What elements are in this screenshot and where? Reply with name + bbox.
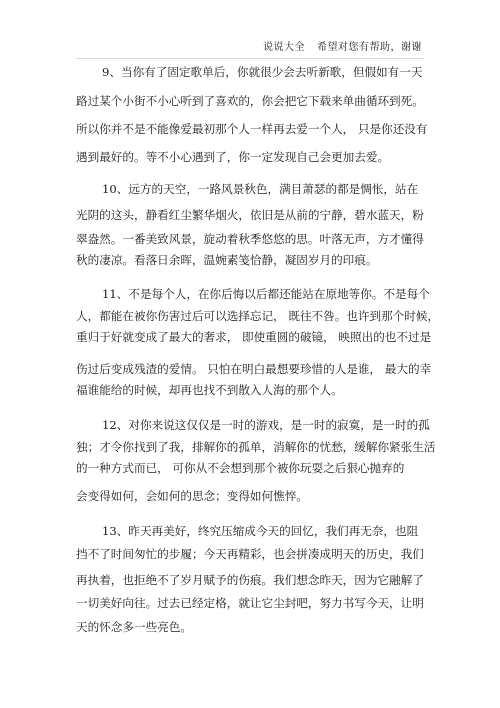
- header-right-text: 希望对您有帮助，谢谢: [317, 42, 422, 53]
- paragraph-line: 重归于好就变成了最大的奢求， 即使重圆的破镜， 映照出的也不过是: [76, 330, 432, 344]
- paragraph-line: 翠盎然。一番美致风景，旋动着秋季悠悠的思。叶落无声，方才懂得: [76, 232, 424, 246]
- paragraph-line: 遇到最好的。等不小心遇到了，你一定发现自己会更加去爱。: [76, 150, 390, 164]
- paragraph-line: 11、不是每个人，在你后悔以后都还能站在原地等你。不是每个: [102, 287, 430, 301]
- paragraph-line: 的一种方式而已， 可你从不会想到那个被你玩耍之后狠心抛弃的: [76, 461, 405, 475]
- paragraph-line: 独；才令你找到了我，排解你的孤单，消解你的忧愁，缓解你紧张生活: [76, 440, 436, 454]
- paragraph-line: 路过某个小街不小心听到了喜欢的，你会把它下载来单曲循环到死。: [76, 94, 424, 108]
- paragraph-line: 一切美好向往。过去已经定格，就让它尘封吧，努力书写今天，让明: [76, 596, 424, 610]
- page-header: [263, 38, 422, 53]
- paragraph-line: 伤过后变成残渣的爱情。 只怕在明白最想要珍惜的人是谁， 最大的幸: [76, 362, 432, 376]
- paragraph-line: 福谁能给的时候，却再也找不到散入人海的那个人。: [76, 383, 343, 397]
- header-divider: [76, 58, 424, 59]
- paragraph-line: 天的怀念多一些亮色。: [76, 620, 192, 634]
- paragraph-line: 会变得如何，会如何的思念；变得如何憔悴。: [76, 489, 308, 503]
- paragraph-line: 10、远方的天空，一路风景秋色，满目萧瑟的都是惆怅，站在: [102, 182, 419, 196]
- paragraph-line: 9、当你有了固定歌单后，你就很少会去听新歌，但假如有一天: [102, 65, 423, 79]
- paragraph-line: 光阴的这头，静看红尘繁华烟火，依旧是从前的宁静，碧水蓝天，粉: [76, 208, 424, 222]
- paragraph-line: 人，都能在被你伤害过后可以选择忘记， 既往不咎。也许到那个时候，: [76, 309, 440, 323]
- paragraph-line: 12、对你来说这仅仅是一时的游戏，是一时的寂寞，是一时的孤: [102, 418, 430, 432]
- paragraph-line: 再执着，也拒绝不了岁月赋予的伤痕。我们想念昨天，因为它融解了: [76, 573, 424, 587]
- paragraph-line: 13、昨天再美好，终究压缩成今天的回忆，我们再无奈，也阻: [102, 524, 419, 538]
- paragraph-line: 所以你并不是不能像爱最初那个人一样再去爱一个人， 只是你还没有: [76, 122, 428, 136]
- header-left-text: 说说大全: [263, 42, 305, 53]
- paragraph-line: 秋的凄凉。看落日余晖，温婉素笺恰静，凝固岁月的印痕。: [76, 253, 378, 267]
- paragraph-line: 挡不了时间匆忙的步履；今天再精彩，也会拼凑成明天的历史，我们: [76, 547, 424, 561]
